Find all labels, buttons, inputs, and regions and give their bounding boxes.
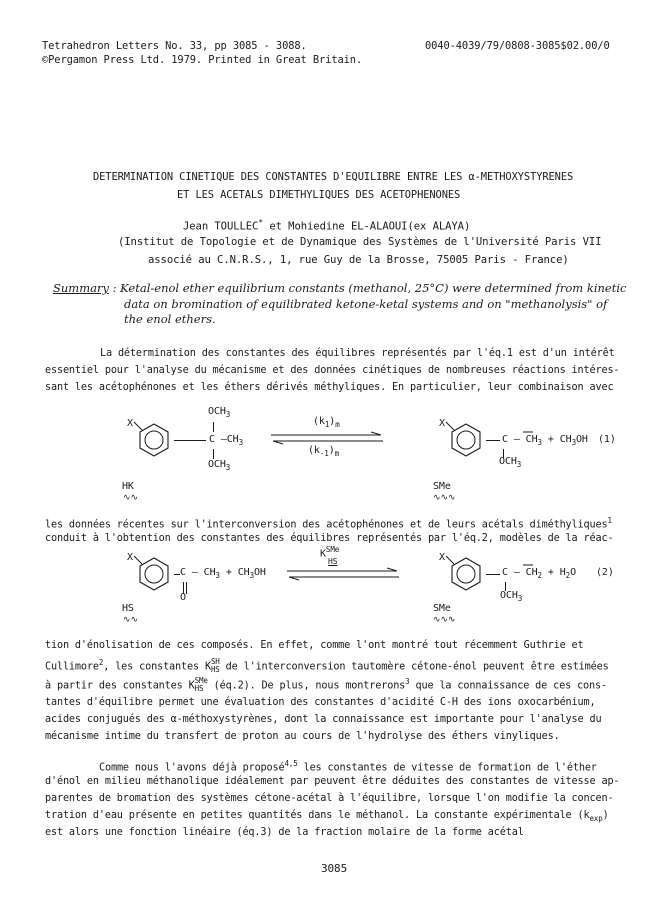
journal-citation: Tetrahedron Letters No. 33, pp 3085 - 3088. <box>42 40 307 52</box>
para1-line-2: essentiel pour l'analyse du mécanisme et des données cinétiques de nombreuses réactions intéres- <box>45 365 620 376</box>
eq1-k-back: $(k_{-1})_m$ <box>308 445 340 458</box>
eq2-substituent-x: X <box>127 552 133 563</box>
eq1-product-formula: C — $CH_3 + CH_3OH$ <box>502 434 588 447</box>
para4-line-4: tration d'eau présente en petites quantités dans le méthanol. La constante expérimentale $(k_{exp})$ <box>45 810 609 824</box>
para3-line-2: Cullimore$^2$, les constantes K SH HS de l'interconversion tautomère cétone-énol peuvent être estimées <box>45 657 609 675</box>
eq1-och3-bottom: $OCH_3$ <box>208 459 231 472</box>
eq1-double-bond-icon <box>523 431 533 439</box>
eq1-k-forward: $(k_1)_m$ <box>313 416 340 429</box>
eq2-benzene-ring-icon <box>134 554 174 594</box>
para4-line-3: parentes de bromation des systèmes cétone-acétal à l'équilibre, lorsque l'on modifie la concen- <box>45 793 614 804</box>
para3-line-4: tantes d'équilibre permet une évaluation des constantes d'acidité C-H des ions oxocarbénium, <box>45 697 596 708</box>
summary-text-1: Ketal-enol ether equilibrium constants (methanol, 25°C) were determined from kinetic <box>120 281 627 295</box>
summary-label: Summary <box>53 281 109 295</box>
eq1-equilibrium-arrows-icon <box>271 432 383 444</box>
summary-line-3: the enol ethers. <box>124 312 216 326</box>
para4-line-1: Comme nous l'avons déjà proposé$^{4,5}$ les constantes de vitesse de formation de l'éther <box>99 759 597 774</box>
title-line-1: DETERMINATION CINETIQUE DES CONSTANTES D'EQUILIBRE ENTRE LES α-METHOXYSTYRENES <box>93 171 574 183</box>
para1-line-3: sant les acétophénones et les éthers dérivés méthyliques. En particulier, leur combinaison avec <box>45 382 614 393</box>
para3-line-5: acides conjugués des α-méthoxystyrènes, dont la connaissance est importante pour l'analyse du <box>45 714 602 725</box>
eq1-benzene-ring-icon <box>134 420 174 460</box>
eq2-product-formula: C — $CH_2 + H_2O$ <box>502 567 576 580</box>
eq1-product-och3: $OCH_3$ <box>499 456 522 469</box>
eq1-number: (1) <box>598 434 616 445</box>
para4-line-5: est alors une fonction linéaire (éq.3) de la fraction molaire de la forme acétal <box>45 827 524 838</box>
article-code: 0040-4039/79/0808-3085$02.00/0 <box>425 40 610 52</box>
para3-line-6: mécanisme intime du transfert de proton au cours de l'hydrolyse des éthers vinyliques. <box>45 731 560 742</box>
eq1-label-sme-wave: ∿∿∿ <box>433 493 456 503</box>
affiliation-line-1: (Institut de Topologie et de Dynamique des Systèmes de l'Université Paris VII <box>118 236 602 248</box>
summary-sep: : <box>108 281 121 295</box>
author-1-mark: * <box>258 218 264 227</box>
author-2: et Mohiedine EL-ALAOUI(ex ALAYA) <box>263 220 471 233</box>
eq2-product-ring-bond <box>486 574 500 575</box>
eq1-label-hk-wave: ∿∿ <box>123 493 138 503</box>
eq2-label-sme-wave: ∿∿∿ <box>433 615 456 625</box>
eq1-och3-top: $OCH_3$ <box>208 406 231 419</box>
title-line-2: ET LES ACETALS DIMETHYLIQUES DES ACETOPHENONES <box>177 189 461 201</box>
eq2-product-och3: $OCH_3$ <box>500 590 523 603</box>
eq1-substituent-x: X <box>127 418 133 429</box>
eq1-ring-bond <box>174 440 206 441</box>
eq2-double-bond-icon <box>523 564 533 572</box>
summary-line-1 <box>53 281 626 295</box>
eq1-product-benzene-ring-icon <box>446 420 486 460</box>
para4-line-2: d'énol en milieu méthanolique idéalement par peuvent être déduites des constantes de vitesse ap- <box>45 776 620 787</box>
eq2-k-constant: $K^{SMe}$ <box>320 545 340 560</box>
eq2-label-sme: SMe <box>433 603 451 614</box>
eq2-reactant-formula: C — $CH_3 + CH_3OH$ <box>180 567 266 580</box>
eq1-central-carbon: C $—CH_3$ <box>209 434 244 447</box>
eq2-equilibrium-arrows-icon <box>287 568 399 580</box>
author-line <box>183 218 470 233</box>
para1-line-1: La détermination des constantes des équilibres représentés par l'éq.1 est d'un intérêt <box>100 348 615 359</box>
copyright-line: ©Pergamon Press Ltd. 1979. Printed in Great Britain. <box>42 54 363 66</box>
summary-line-2: data on bromination of equilibrated ketone-ketal systems and on "methanolysis" of <box>124 297 608 311</box>
eq1-label-sme: SMe <box>433 481 451 492</box>
eq1-product-x: X <box>439 418 445 429</box>
para3-line-3: à partir des constantes K SMe HS (éq.2). De plus, nous montrerons$^3$ que la connaissance de ces cons- <box>45 676 607 694</box>
eq1-bond-bottom <box>213 449 214 459</box>
eq2-label-hs-wave: ∿∿ <box>123 615 138 625</box>
eq2-product-x: X <box>439 552 445 563</box>
author-1: Jean TOULLEC <box>183 220 259 233</box>
eq2-label-hs: HS <box>122 603 134 614</box>
eq2-number: (2) <box>596 567 614 578</box>
eq2-k-sub: HS <box>328 557 338 566</box>
para2-line-2: conduit à l'obtention des constantes des équilibres représentés par l'éq.2, modèles de la réac- <box>45 533 614 544</box>
eq1-label-hk: HK <box>122 481 134 492</box>
affiliation-line-2: associé au C.N.R.S., 1, rue Guy de la Brosse, 75005 Paris - France) <box>148 254 569 266</box>
eq2-oxygen: O <box>180 592 186 603</box>
eq1-bond-top <box>213 422 214 432</box>
eq2-product-benzene-ring-icon <box>446 554 486 594</box>
para3-line-1: tion d'énolisation de ces composés. En effet, comme l'ont montré tout récemment Guthrie et <box>45 640 584 651</box>
eq2-carbonyl-bond-b <box>186 582 187 594</box>
para2-line-1: les données récentes sur l'interconversion des acétophénones et de leurs acétals diméthyliques$^1$ <box>45 516 612 531</box>
page-number: 3085 <box>321 862 348 875</box>
